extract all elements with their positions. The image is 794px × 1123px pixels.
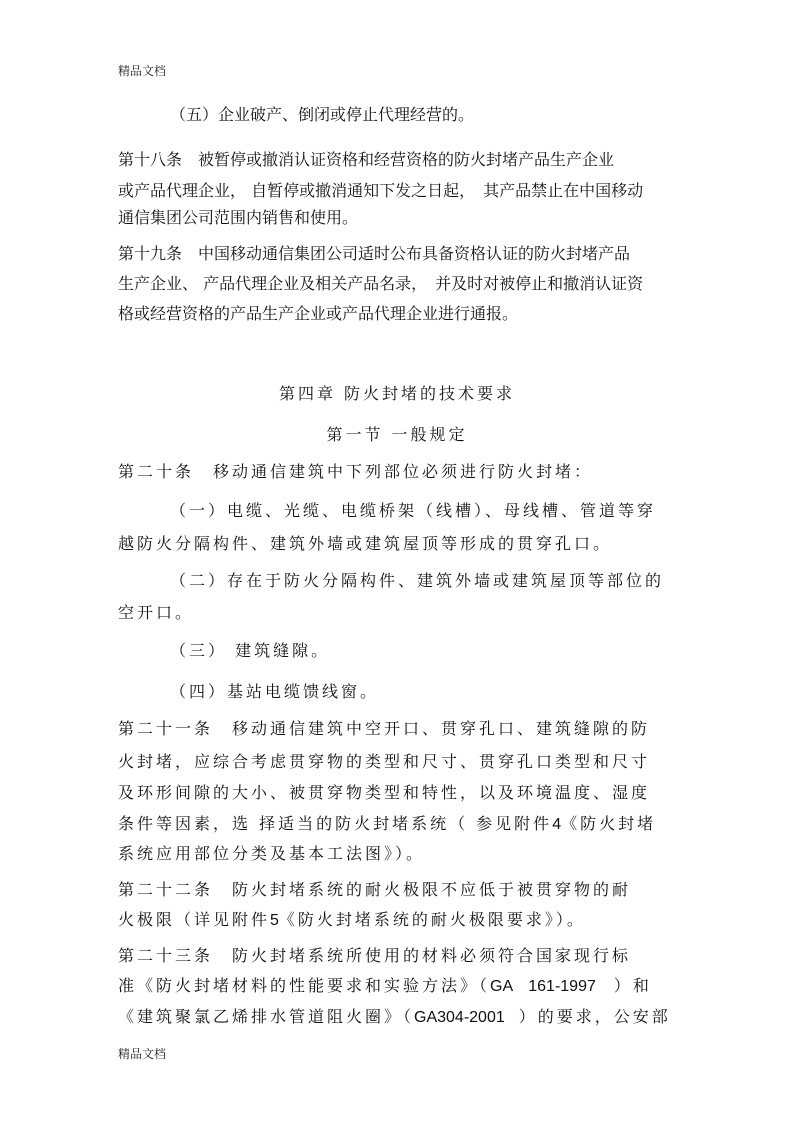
article-21-line: 火封堵，应综合考虑贯穿物的类型和尺寸、贯穿孔口类型和尺寸 — [118, 752, 651, 771]
page-header: 精品文档 — [118, 64, 167, 78]
article-22-line: 第二十二条 防火封堵系统的耐火极限不应低于被贯穿物的耐 — [118, 880, 632, 899]
article-21-line — [118, 813, 656, 836]
article-21-line: 系统应用部位分类及基本工法图》）。 — [118, 844, 426, 863]
text-run: ）和 — [613, 976, 652, 995]
article-21-line: 第二十一条 移动通信建筑中空开口、贯穿孔口、建筑缝隙的防 — [118, 719, 651, 738]
article-20-line: 第二十条 移动通信建筑中下列部位必须进行防火封堵： — [118, 462, 594, 481]
article-20-item-2: 空开口。 — [118, 603, 195, 622]
text-run: 《防火封堵系统的耐火极限要求》）。 — [278, 910, 586, 929]
standard-code: GA 161-1997 — [490, 978, 596, 995]
article-20-item-2: （二）存在于防火分隔构件、建筑外墙或建筑屋顶等部位的 — [170, 571, 665, 590]
paragraph-line: （五）企业破产、倒闭或停止代理经营的。 — [170, 105, 475, 124]
article-18-line: 或产品代理企业， 自暂停或撤消通知下发之日起， 其产品禁止在中国移动 — [118, 181, 644, 200]
article-23-line: 第二十三条 防火封堵系统所使用的材料必须符合国家现行标 — [118, 946, 632, 965]
standard-code: GA304-2001 — [414, 1009, 505, 1026]
article-20-item-1: （一）电缆、光缆、电缆桥架（线槽）、母线槽、管道等穿 — [170, 501, 657, 520]
article-21-line: 及环形间隙的大小、被贯穿物类型和特性，以及环境温度、湿度 — [118, 783, 651, 802]
page-footer: 精品文档 — [118, 1047, 167, 1061]
article-19-line: 生产企业、 产品代理企业及相关产品名录， 并及时对被停止和撤消认证资 — [118, 274, 644, 293]
article-23-line — [118, 1006, 671, 1029]
article-18-line: 通信集团公司范围内销售和使用。 — [118, 208, 359, 227]
section-title: 第一节 一般规定 — [326, 425, 468, 444]
text-run: 《防火封堵 — [561, 814, 657, 833]
chapter-title: 第四章 防火封堵的技术要求 — [278, 384, 516, 403]
article-20-item-1: 越防火分隔构件、建筑外墙或建筑屋顶等形成的贯穿孔口。 — [118, 534, 613, 553]
text-run: 准《防火封堵材料的性能要求和实验方法》（ — [118, 976, 491, 995]
article-20-item-4: （四）基站电缆馈线窗。 — [170, 682, 380, 701]
article-20-item-3: （三） 建筑缝隙。 — [170, 641, 331, 660]
text-run: 火极限（详见附件 — [118, 910, 271, 929]
article-19-line: 第十九条 中国移动通信集团公司适时公布具备资格认证的防火封堵产品 — [118, 244, 631, 263]
text-run: 条件等因素，选 择适当的防火封堵系统（ 参见附件 — [118, 814, 553, 833]
article-19-line: 格或经营资格的产品生产企业或产品代理企业进行通报。 — [118, 304, 519, 323]
text-run: 《建筑聚氯乙烯排水管道阻火圈》（ — [118, 1007, 415, 1026]
text-run: ）的要求，公安部 — [518, 1007, 671, 1026]
attachment-number: 5 — [270, 912, 279, 929]
article-18-line: 第十八条 被暂停或撤消认证资格和经营资格的防火封堵产品生产企业 — [118, 150, 615, 169]
article-22-line — [118, 909, 586, 932]
article-23-line — [118, 975, 652, 998]
attachment-number: 4 — [552, 816, 562, 833]
